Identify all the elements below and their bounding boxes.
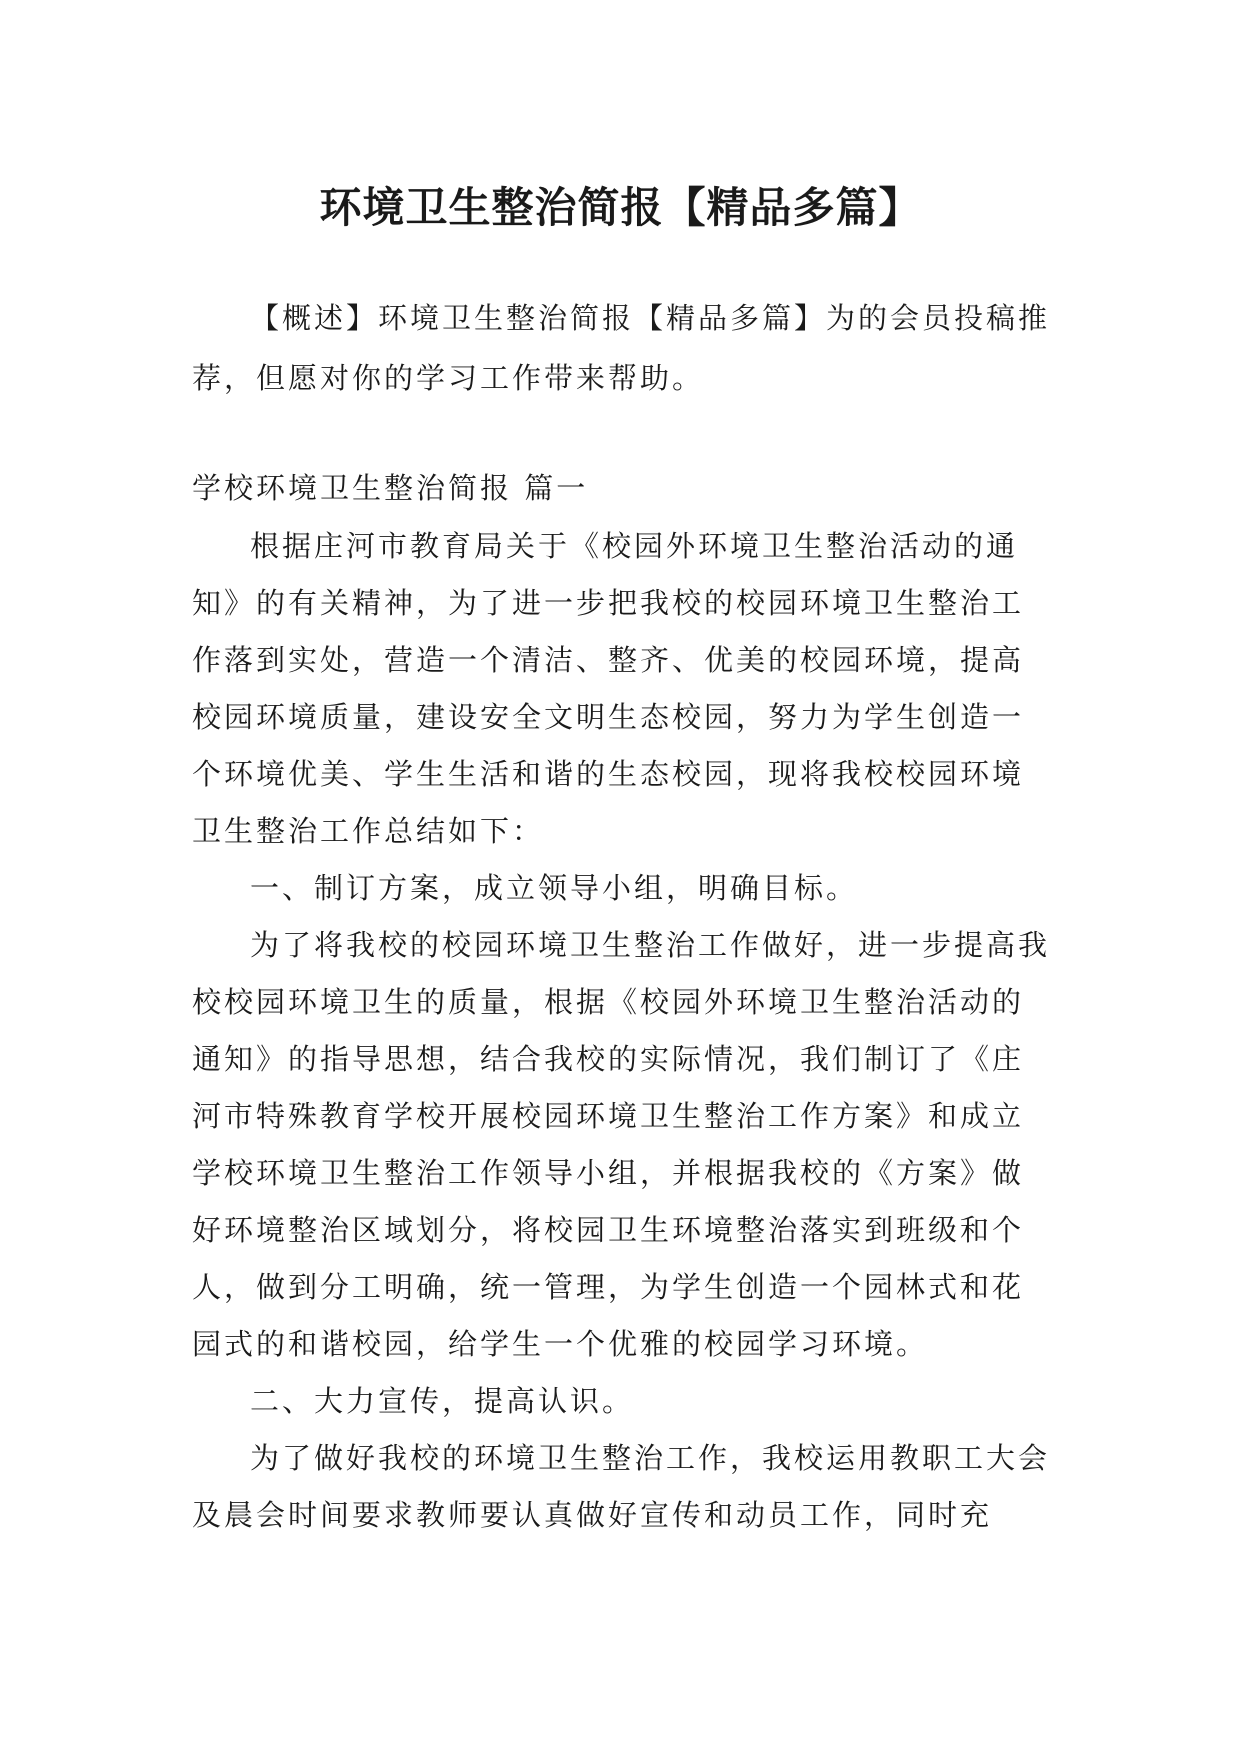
- body-paragraph: 为了将我校的校园环境卫生整治工作做好，进一步提高我校校园环境卫生的质量，根据《校园外环境卫生整治活动的通知》的指导思想，结合我校的实际情况，我们制订了《庄河市特殊教育学校开展校园环境卫生整治工作方案》和成立学校环境卫生整治工作领导小组，并根据我校的《方案》做好环境整治区域划分，将校园卫生环境整治落实到班级和个人，做到分工明确，统一管理，为学生创造一个园林式和花园式的和谐校园，给学生一个优雅的校园学习环境。: [192, 928, 1051, 1361]
- body-paragraph: 一、制订方案，成立领导小组，明确目标。: [250, 871, 859, 905]
- body-paragraph: 根据庄河市教育局关于《校园外环境卫生整治活动的通知》的有关精神，为了进一步把我校的校园环境卫生整治工作落到实处，营造一个清洁、整齐、优美的校园环境，提高校园环境质量，建设安全文明生态校园，努力为学生创造一个环境优美、学生生活和谐的生态校园，现将我校校园环境卫生整治工作总结如下：: [192, 529, 1025, 848]
- abstract-paragraph: 【概述】环境卫生整治简报【精品多篇】为的会员投稿推荐，但愿对你的学习工作带来帮助。: [192, 301, 1051, 395]
- document-title: 环境卫生整治简报【精品多篇】: [319, 183, 922, 233]
- body-text: [192, 518, 1050, 1544]
- body-paragraph: 二、大力宣传，提高认识。: [250, 1384, 635, 1418]
- body-paragraph: 为了做好我校的环境卫生整治工作，我校运用教职工大会及晨会时间要求教师要认真做好宣传和动员工作，同时充: [192, 1441, 1051, 1532]
- section-heading: 学校环境卫生整治简报 篇一: [192, 471, 589, 505]
